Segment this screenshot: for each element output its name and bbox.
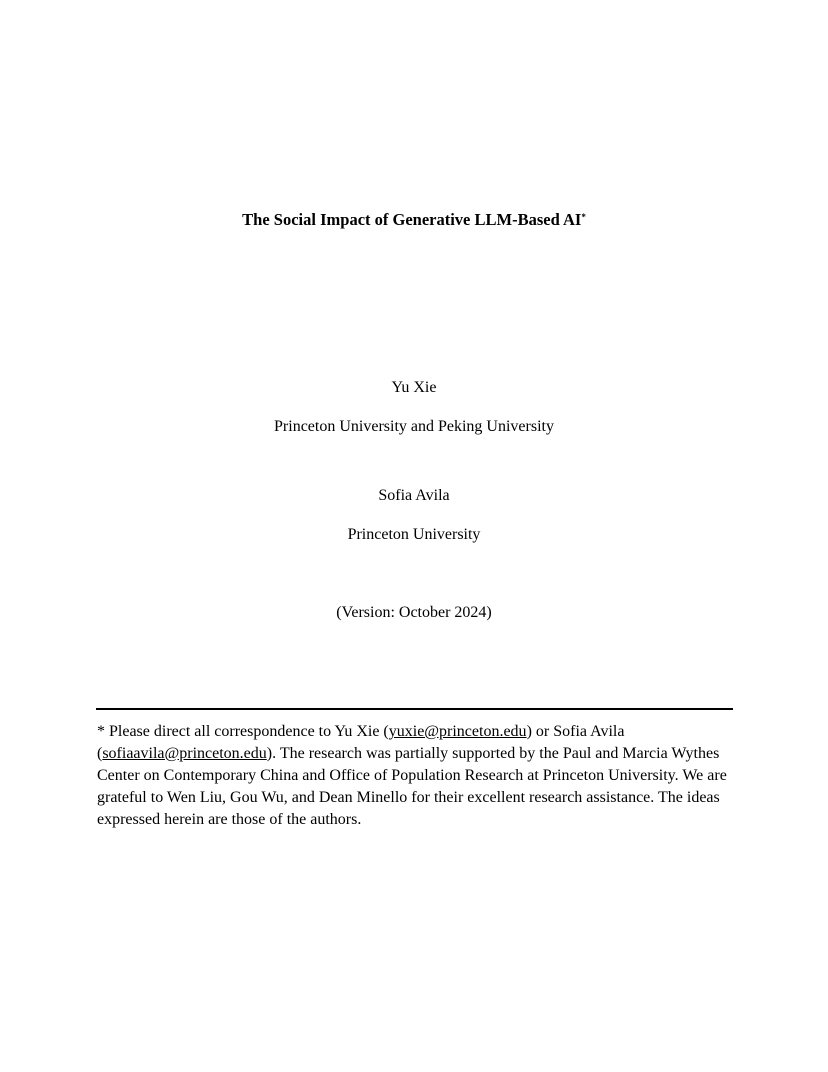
footnote-text-1: * Please direct all correspondence to Yu Xie (: [97, 723, 389, 740]
email-link-yuxie[interactable]: yuxie@princeton.edu: [388, 723, 527, 740]
title-footnote-marker: *: [581, 212, 586, 222]
correspondence-footnote: [97, 721, 737, 831]
author-name-1: Yu Xie: [391, 379, 437, 396]
footnote-text-3: ). The research was partially supported by the Paul and Marcia Wythes Center on Contemporary China and Office of Population Research at Princeton University. We are grateful to Wen Liu, Gou Wu, and Dean Minello for their excellent research assistance. The ideas expressed herein are those of the authors.: [97, 745, 727, 828]
version-line: (Version: October 2024): [336, 604, 492, 621]
email-link-sofiaavila[interactable]: sofiaavila@princeton.edu: [102, 745, 267, 762]
footnote-separator: [96, 708, 733, 710]
paper-title: [0, 210, 828, 230]
author-name-2: Sofia Avila: [378, 487, 450, 504]
author-affiliation-2: Princeton University: [347, 526, 481, 543]
author-affiliation-1: Princeton University and Peking University: [274, 418, 554, 435]
footnote-text-2: ) or Sofia Avila (: [97, 723, 625, 762]
paper-title-text: The Social Impact of Generative LLM-Based AI: [242, 210, 582, 229]
